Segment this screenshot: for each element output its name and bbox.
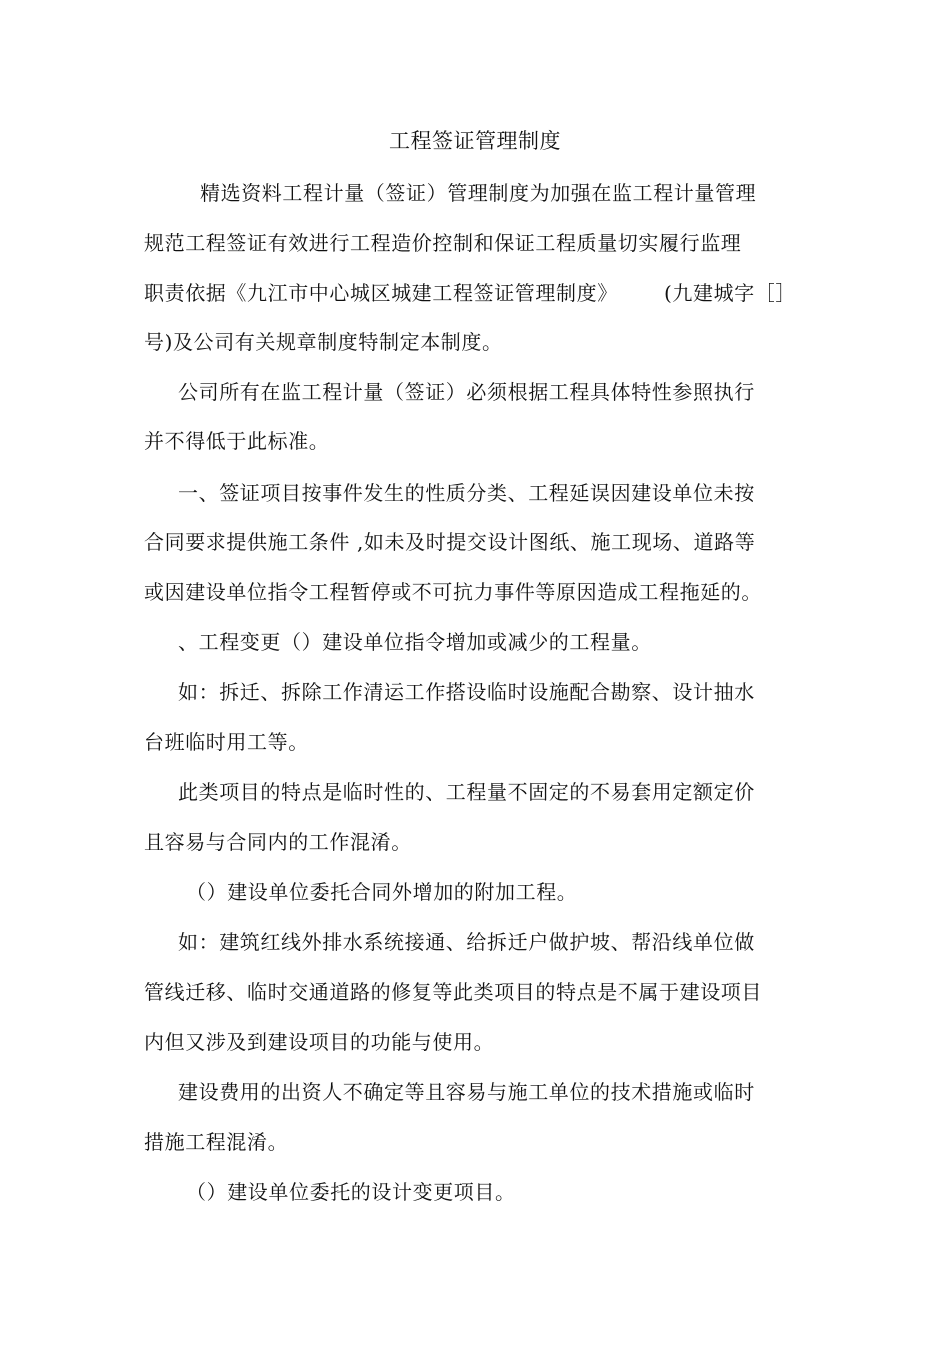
paragraph-line-12: 台班临时用工等。 [144, 730, 309, 754]
paragraph-line-1: 精选资料工程计量（签证）管理制度为加强在监工程计量管理 [200, 181, 757, 205]
paragraph-line-7: 一、签证项目按事件发生的性质分类、工程延误因建设单位未按 [178, 481, 755, 505]
paragraph-line-13: 此类项目的特点是临时性的、工程量不固定的不易套用定额定价 [178, 780, 755, 804]
paragraph-line-3-right: (九建城字［］ [664, 281, 797, 305]
paragraph-line-19: 建设费用的出资人不确定等且容易与施工单位的技术措施或临时 [178, 1080, 755, 1104]
paragraph-line-10: 、工程变更（）建设单位指令增加或减少的工程量。 [178, 630, 652, 654]
paragraph-line-18: 内但又涉及到建设项目的功能与使用。 [144, 1030, 495, 1054]
paragraph-line-8: 合同要求提供施工条件 ,如未及时提交设计图纸、施工现场、道路等 [144, 530, 756, 554]
paragraph-line-3-left: 职责依据《九江市中心城区城建工程签证管理制度》 [144, 281, 618, 305]
paragraph-line-5: 公司所有在监工程计量（签证）必须根据工程具体特性参照执行 [178, 380, 755, 404]
paragraph-line-20: 措施工程混淆。 [144, 1130, 289, 1154]
paragraph-line-14: 且容易与合同内的工作混淆。 [144, 830, 412, 854]
paragraph-line-9: 或因建设单位指令工程暂停或不可抗力事件等原因造成工程拖延的。 [144, 580, 762, 604]
paragraph-line-4: 号)及公司有关规章制度特制定本制度。 [144, 330, 503, 354]
paragraph-line-2: 规范工程签证有效进行工程造价控制和保证工程质量切实履行监理 [144, 231, 742, 255]
paragraph-line-21: （）建设单位委托的设计变更项目。 [186, 1180, 516, 1204]
paragraph-line-15: （）建设单位委托合同外增加的附加工程。 [186, 880, 578, 904]
paragraph-line-16: 如：建筑红线外排水系统接通、给拆迁户做护坡、帮沿线单位做 [178, 930, 755, 954]
paragraph-line-6: 并不得低于此标准。 [144, 429, 330, 453]
paragraph-line-11: 如：拆迁、拆除工作清运工作搭设临时设施配合勘察、设计抽水 [178, 680, 755, 704]
document-title: 工程签证管理制度 [389, 129, 561, 153]
paragraph-line-17: 管线迁移、临时交通道路的修复等此类项目的特点是不属于建设项目 [144, 980, 762, 1004]
